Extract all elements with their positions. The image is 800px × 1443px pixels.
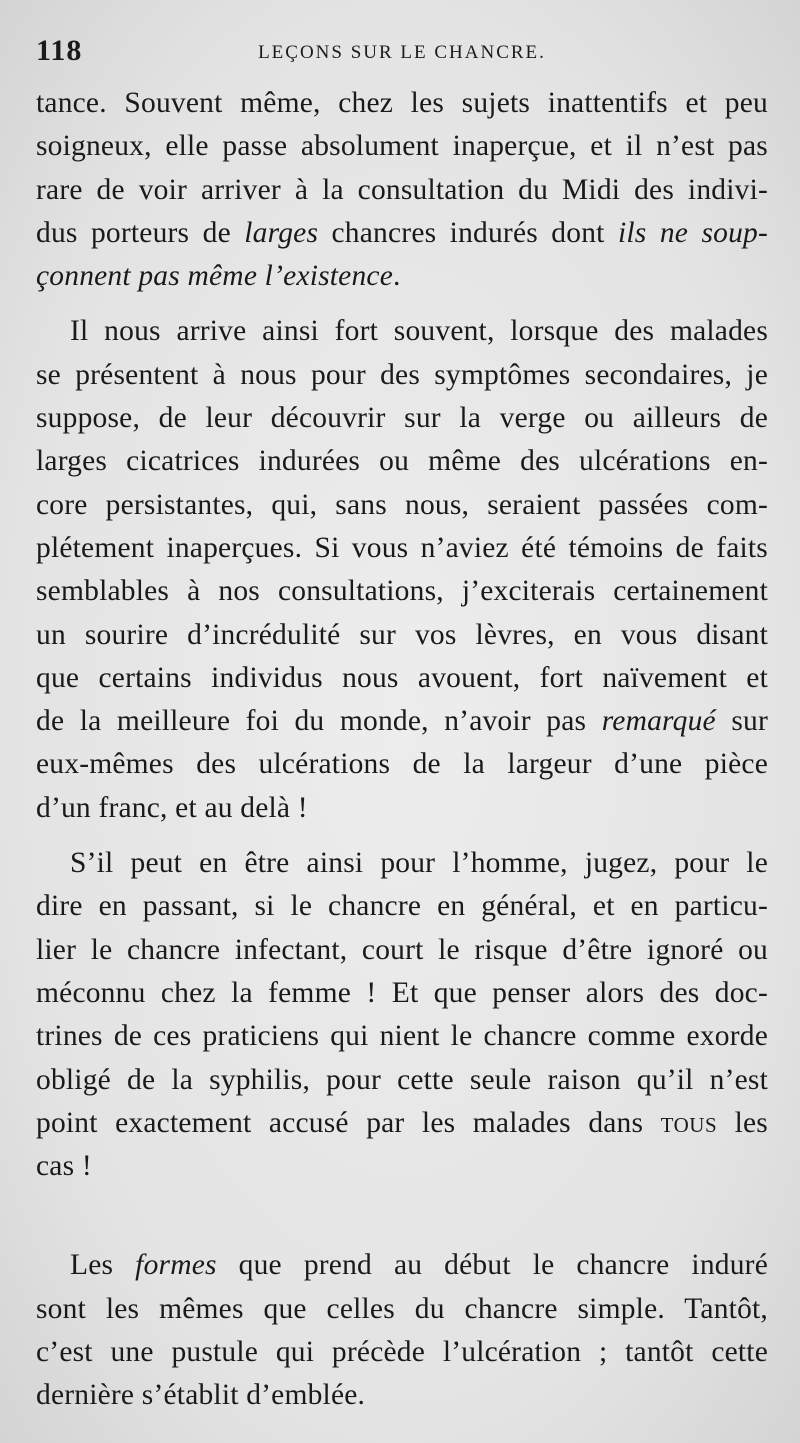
paragraph-gap <box>36 298 768 310</box>
paragraph-1 <box>36 82 768 298</box>
text-line: obligé de la syphilis, pour cette seule raison qu’il n’est <box>36 1063 768 1096</box>
text-run: . <box>393 260 401 293</box>
running-head <box>36 34 768 82</box>
italic-run: çonnent pas même l’existence <box>36 260 393 293</box>
italic-run: remarqué <box>601 705 716 738</box>
text-line: méconnu chez la femme ! Et que penser alors des doc- <box>36 976 768 1009</box>
text-line: suppose, de leur découvrir sur la verge ou ailleurs de <box>36 402 768 435</box>
paragraph-gap <box>36 1188 768 1244</box>
text-line: tance. Souvent même, chez les sujets inattentifs et peu <box>36 87 768 119</box>
text-line <box>36 1244 768 1287</box>
text-line: un sourire d’incrédulité sur vos lèvres, en vous disant <box>36 618 768 651</box>
text-line: soigneux, elle passe absolument inaperçue, et il n’est pas <box>36 130 768 163</box>
text-line: lier le chancre infectant, court le risque d’être ignoré ou <box>36 933 768 966</box>
text-run: Les <box>70 1249 136 1282</box>
running-title: LEÇONS SUR LE CHANCRE. <box>258 42 546 63</box>
text-line <box>36 1102 768 1145</box>
text-line: dernière s’établit d’emblée. <box>36 1379 366 1412</box>
text-line: plétement inaperçues. Si vous n’aviez été témoins de faits <box>36 531 768 564</box>
text-line: d’un franc, et au delà ! <box>36 791 308 824</box>
text-run: de la meilleure foi du monde, n’avoir pas <box>36 705 602 738</box>
paragraph-4 <box>36 1244 768 1417</box>
text-line: rare de voir arriver à la consultation du Midi des indivi- <box>36 173 768 206</box>
paragraph-gap <box>36 830 768 842</box>
text-line <box>36 700 768 743</box>
text-run: les <box>717 1106 768 1139</box>
text-line: semblables à nos consultations, j’exciterais certainement <box>36 575 768 608</box>
text-line: c’est une pustule qui précède l’ulcération ; tantôt cette <box>36 1336 768 1369</box>
text-line: eux-mêmes des ulcérations de la largeur d’une pièce <box>36 748 768 781</box>
text-run: S’il peut en être ainsi pour l’homme, jugez, pour le <box>70 847 768 880</box>
text-run: dus porteurs de <box>36 216 245 249</box>
text-run: sur <box>715 705 768 738</box>
italic-run: ils ne soup- <box>617 216 768 249</box>
text-run: que prend au début le chancre induré <box>216 1249 768 1282</box>
italic-run: formes <box>135 1249 217 1282</box>
text-line: cas ! <box>36 1150 92 1183</box>
body-text <box>36 82 768 1418</box>
text-line: se présentent à nous pour des symptômes secondaires, je <box>36 358 768 391</box>
text-line <box>36 212 768 255</box>
text-line: que certains individus nous avouent, fort naïvement et <box>36 661 768 694</box>
small-caps-run: tous <box>660 1106 718 1139</box>
text-run: point exactement accusé par les malades dans <box>36 1106 661 1139</box>
text-line: larges cicatrices indurées ou même des ulcérations en- <box>36 445 768 478</box>
text-line: sont les mêmes que celles du chancre simple. Tantôt, <box>36 1292 768 1325</box>
page-number: 118 <box>36 34 83 67</box>
text-line: core persistantes, qui, sans nous, seraient passées com- <box>36 488 768 521</box>
text-line <box>36 255 768 298</box>
text-run: Il nous arrive ainsi fort souvent, lorsque des malades <box>70 315 768 348</box>
text-line: trines de ces praticiens qui nient le chancre comme exorde <box>36 1020 768 1053</box>
italic-run: larges <box>244 216 319 249</box>
paragraph-2 <box>36 310 768 830</box>
text-run: chancres indurés dont <box>318 216 618 249</box>
text-line: dire en passant, si le chancre en général, et en particu- <box>36 890 768 923</box>
text-line <box>36 310 768 353</box>
text-line <box>36 842 768 885</box>
paragraph-3 <box>36 842 768 1188</box>
